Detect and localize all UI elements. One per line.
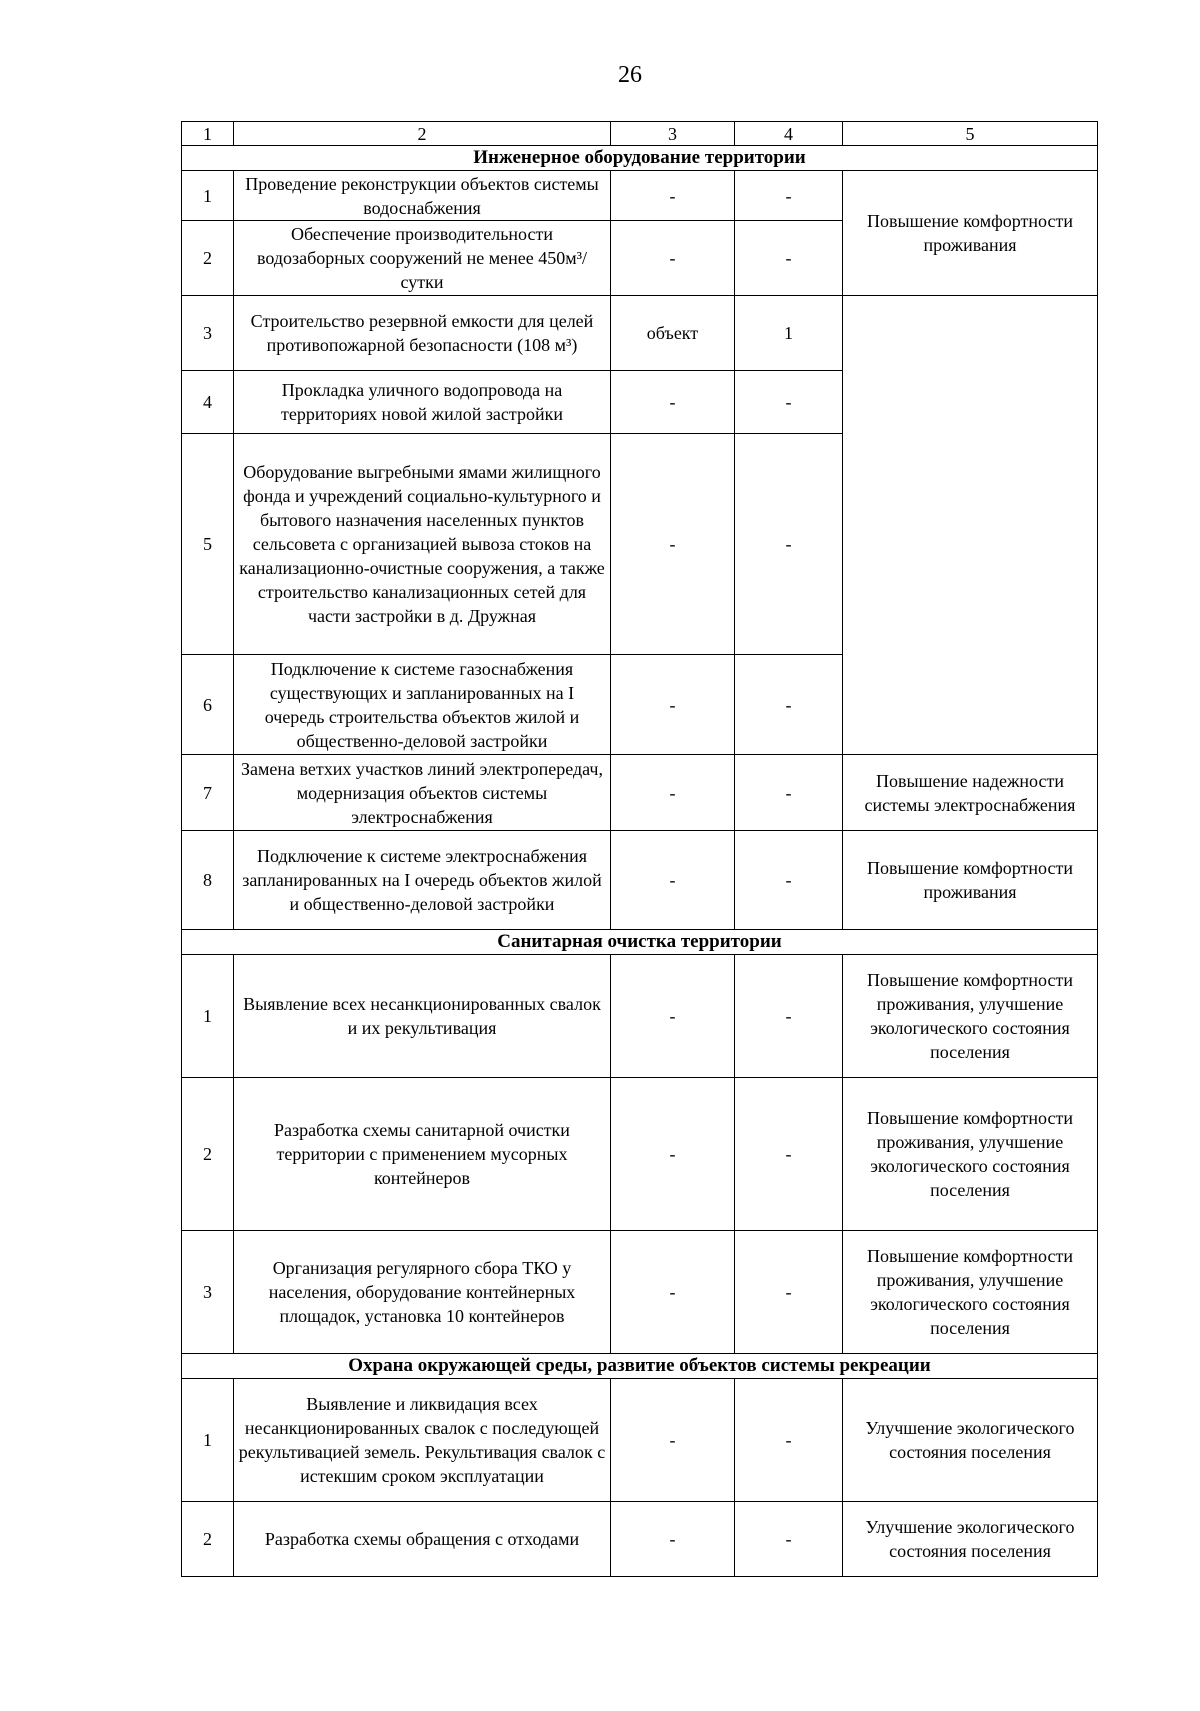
measures-table: [181, 121, 1098, 1577]
column-header: 2: [234, 122, 611, 146]
section-title: Инженерное оборудование территории: [182, 146, 1098, 171]
unit-cell: -: [611, 221, 735, 296]
table-row: [182, 1379, 1098, 1502]
quantity-cell: -: [735, 831, 843, 930]
unit-cell: -: [611, 1078, 735, 1231]
quantity-cell: -: [735, 371, 843, 434]
row-number: 2: [182, 1078, 234, 1231]
row-number: 1: [182, 1379, 234, 1502]
quantity-cell: -: [735, 1078, 843, 1231]
result-cell: Повышение комфортности проживания, улучшение экологического состояния поселения: [843, 1078, 1098, 1231]
section-title: Санитарная очистка территории: [182, 930, 1098, 955]
result-cell: Улучшение экологического состояния поселения: [843, 1502, 1098, 1577]
measure-text: Разработка схемы санитарной очистки территории с применением мусорных контейнеров: [234, 1078, 611, 1231]
row-number: 1: [182, 171, 234, 221]
result-cell: Повышение комфортности проживания, улучшение экологического состояния поселения: [843, 1231, 1098, 1354]
row-number: 4: [182, 371, 234, 434]
quantity-cell: -: [735, 221, 843, 296]
section-title: Охрана окружающей среды, развитие объектов системы рекреации: [182, 1354, 1098, 1379]
unit-cell: объект: [611, 296, 735, 371]
row-number: 1: [182, 955, 234, 1078]
table-row: [182, 1502, 1098, 1577]
unit-cell: -: [611, 755, 735, 831]
unit-cell: -: [611, 1231, 735, 1354]
measure-text: Подключение к системе газоснабжения существующих и запланированных на I очередь строительства объектов жилой и общественно-деловой застройки: [234, 655, 611, 755]
unit-cell: -: [611, 1379, 735, 1502]
table-row: [182, 1231, 1098, 1354]
measure-text: Организация регулярного сбора ТКО у населения, оборудование контейнерных площадок, установка 10 контейнеров: [234, 1231, 611, 1354]
table-row: [182, 171, 1098, 221]
unit-cell: -: [611, 831, 735, 930]
measure-text: Разработка схемы обращения с отходами: [234, 1502, 611, 1577]
quantity-cell: -: [735, 955, 843, 1078]
quantity-cell: -: [735, 755, 843, 831]
row-number: 3: [182, 1231, 234, 1354]
result-cell-empty: [843, 296, 1098, 755]
column-header: 5: [843, 122, 1098, 146]
measure-text: Выявление и ликвидация всех несанкционированных свалок с последующей рекультивацией земель. Рекультивация свалок с истекшим сроком эксплуатации: [234, 1379, 611, 1502]
column-header: 4: [735, 122, 843, 146]
row-number: 3: [182, 296, 234, 371]
result-cell: Повышение комфортности проживания: [843, 831, 1098, 930]
measure-text: Оборудование выгребными ямами жилищного фонда и учреждений социально-культурного и бытового назначения населенных пунктов сельсовета с организацией вывоза стоков на канализационно-очистные сооружения, а также строительство канализационных сетей для части застройки в д. Дружная: [234, 434, 611, 655]
measure-text: Подключение к системе электроснабжения запланированных на I очередь объектов жилой и общественно-деловой застройки: [234, 831, 611, 930]
table-row: [182, 1078, 1098, 1231]
result-cell: Повышение надежности системы электроснабжения: [843, 755, 1098, 831]
quantity-cell: -: [735, 1231, 843, 1354]
row-number: 8: [182, 831, 234, 930]
quantity-cell: -: [735, 1502, 843, 1577]
result-cell: Повышение комфортности проживания, улучшение экологического состояния поселения: [843, 955, 1098, 1078]
result-cell: Повышение комфортности проживания: [843, 171, 1098, 296]
quantity-cell: -: [735, 171, 843, 221]
quantity-cell: -: [735, 1379, 843, 1502]
column-numbers-row: [182, 122, 1098, 146]
row-number: 7: [182, 755, 234, 831]
table-row: [182, 955, 1098, 1078]
table-row: [182, 831, 1098, 930]
column-header: 1: [182, 122, 234, 146]
row-number: 2: [182, 1502, 234, 1577]
quantity-cell: 1: [735, 296, 843, 371]
column-header: 3: [611, 122, 735, 146]
unit-cell: -: [611, 171, 735, 221]
measure-text: Обеспечение производительности водозаборных сооружений не менее 450м³/сутки: [234, 221, 611, 296]
table-row: [182, 755, 1098, 831]
table-row: [182, 296, 1098, 371]
row-number: 5: [182, 434, 234, 655]
row-number: 2: [182, 221, 234, 296]
quantity-cell: -: [735, 655, 843, 755]
measure-text: Замена ветхих участков линий электропередач, модернизация объектов системы электроснабжения: [234, 755, 611, 831]
unit-cell: -: [611, 371, 735, 434]
unit-cell: -: [611, 434, 735, 655]
measure-text: Проведение реконструкции объектов системы водоснабжения: [234, 171, 611, 221]
measure-text: Строительство резервной емкости для целей противопожарной безопасности (108 м³): [234, 296, 611, 371]
page-number: 26: [618, 62, 642, 88]
unit-cell: -: [611, 655, 735, 755]
measure-text: Выявление всех несанкционированных свалок и их рекультивация: [234, 955, 611, 1078]
unit-cell: -: [611, 955, 735, 1078]
unit-cell: -: [611, 1502, 735, 1577]
result-cell: Улучшение экологического состояния поселения: [843, 1379, 1098, 1502]
measure-text: Прокладка уличного водопровода на территориях новой жилой застройки: [234, 371, 611, 434]
quantity-cell: -: [735, 434, 843, 655]
row-number: 6: [182, 655, 234, 755]
